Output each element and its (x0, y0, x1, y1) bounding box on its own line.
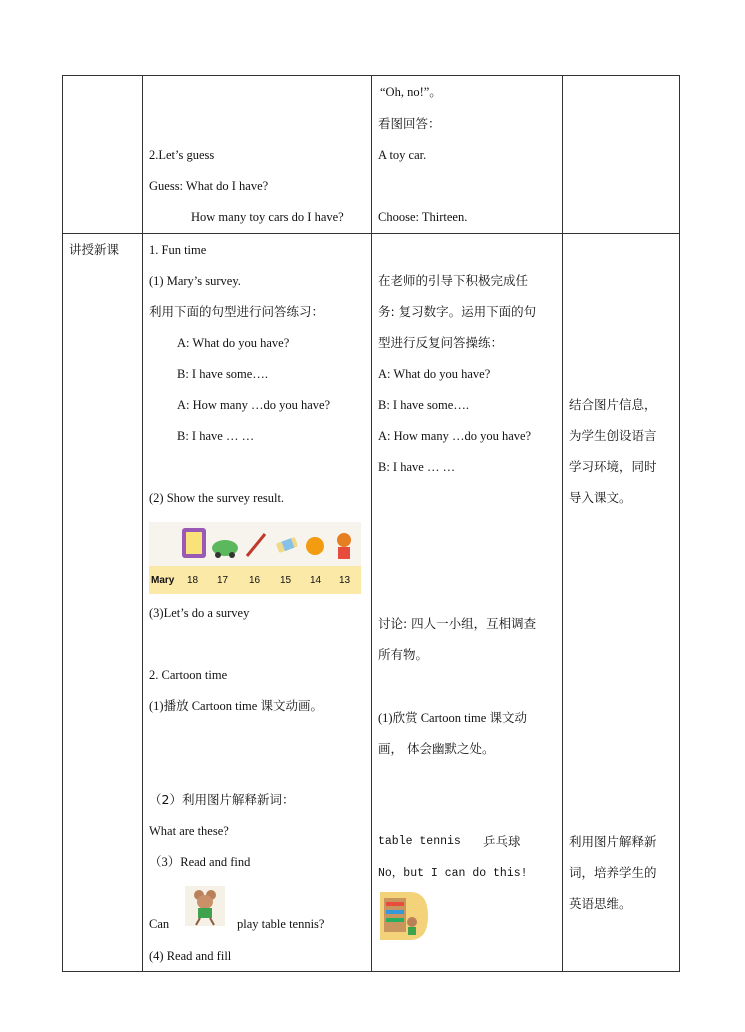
play-cartoon-text: (1)播放 Cartoon time 课文动画。 (149, 699, 323, 713)
ball-icon (306, 537, 324, 555)
play-table-tennis-question: play table tennis? (237, 917, 325, 931)
stage-cell (63, 234, 143, 972)
dialogue-a2: B: I have … … (378, 460, 456, 474)
discuss-text: 所有物。 (378, 647, 429, 662)
purpose-text: 导入课文。 (569, 490, 632, 505)
survey-result-image (149, 522, 361, 594)
purpose-cell (563, 234, 680, 972)
survey-count: 14 (310, 575, 322, 586)
guess-question: Guess: What do I have? (149, 179, 269, 193)
survey-count: 18 (187, 575, 199, 586)
discuss-text: 讨论: 四人一小组，互相调查 (378, 616, 537, 631)
purpose-text: 学习环境，同时 (569, 459, 657, 474)
cartoon-scene-image (380, 888, 428, 946)
purpose-text: 结合图片信息， (569, 397, 657, 412)
explain-words-text: （2）利用图片解释新词： (149, 792, 295, 807)
stage-label: 讲授新课 (69, 242, 120, 257)
what-are-these-text: What are these? (149, 824, 229, 838)
choose-answer: Choose: Thirteen. (378, 210, 468, 224)
survey-count: 16 (249, 575, 261, 586)
enjoy-text: (1)欣赏 Cartoon time 课文动 (378, 711, 527, 725)
purpose-text: 英语思维。 (569, 896, 632, 911)
toy-car-icon (212, 540, 238, 558)
lets-guess-heading: 2.Let’s guess (149, 148, 215, 162)
can-text: Can (149, 917, 170, 931)
teacher-activity-cell (143, 234, 372, 972)
dialogue-q2: A: How many …do you have? (177, 398, 331, 412)
task-text: 在老师的引导下积极完成任 (378, 273, 529, 288)
enjoy-text: 画， 体会幽默之处。 (378, 741, 495, 756)
no-but-text: No，but I can do this! (378, 867, 528, 880)
toy-car-answer: A toy car. (378, 148, 427, 162)
dialogue-q2: A: How many …do you have? (378, 429, 532, 443)
fun-time-heading: 1. Fun time (149, 243, 207, 257)
how-many-question: How many toy cars do I have? (191, 210, 344, 224)
read-fill-text: (4) Read and fill (149, 949, 232, 963)
oh-no-text: “Oh, no!”。 (380, 85, 442, 99)
stage-cell-empty (63, 76, 143, 234)
table-row (63, 234, 680, 972)
teacher-activity-cell (143, 76, 372, 234)
survey-name: Mary (151, 575, 175, 586)
purpose-cell-empty (563, 76, 680, 234)
student-activity-cell (372, 76, 563, 234)
marys-survey-heading: (1) Mary’s survey. (149, 274, 241, 288)
table-tennis-word: table tennis (378, 835, 461, 848)
purpose-text: 为学生创设语言 (569, 428, 657, 443)
dialogue-q1: A: What do you have? (177, 336, 290, 350)
task-text: 务: 复习数字。运用下面的句 (378, 304, 537, 319)
table-tennis-chinese: 乒乓球 (483, 834, 521, 849)
cartoon-time-heading: 2. Cartoon time (149, 668, 228, 682)
mouse-character-image (185, 886, 225, 926)
dialogue-q1: A: What do you have? (378, 367, 491, 381)
purpose-text: 词，培养学生的 (569, 865, 657, 880)
survey-count: 15 (280, 575, 292, 586)
table-row (63, 76, 680, 234)
lesson-plan-table (62, 75, 680, 972)
survey-count: 17 (217, 575, 229, 586)
dialogue-a1: B: I have some…. (177, 367, 268, 381)
survey-count: 13 (339, 575, 351, 586)
do-survey-heading: (3)Let’s do a survey (149, 606, 250, 620)
picture-icon (182, 528, 206, 558)
look-answer-text: 看图回答： (378, 116, 441, 131)
show-result-heading: (2) Show the survey result. (149, 491, 285, 505)
instruction-text: 利用下面的句型进行问答练习： (149, 304, 325, 319)
read-find-text: （3）Read and find (149, 855, 251, 869)
purpose-text: 利用图片解释新 (569, 834, 657, 849)
dialogue-a1: B: I have some…. (378, 398, 469, 412)
task-text: 型进行反复问答操练： (378, 335, 504, 350)
student-activity-cell (372, 234, 563, 972)
dialogue-a2: B: I have … … (177, 429, 255, 443)
